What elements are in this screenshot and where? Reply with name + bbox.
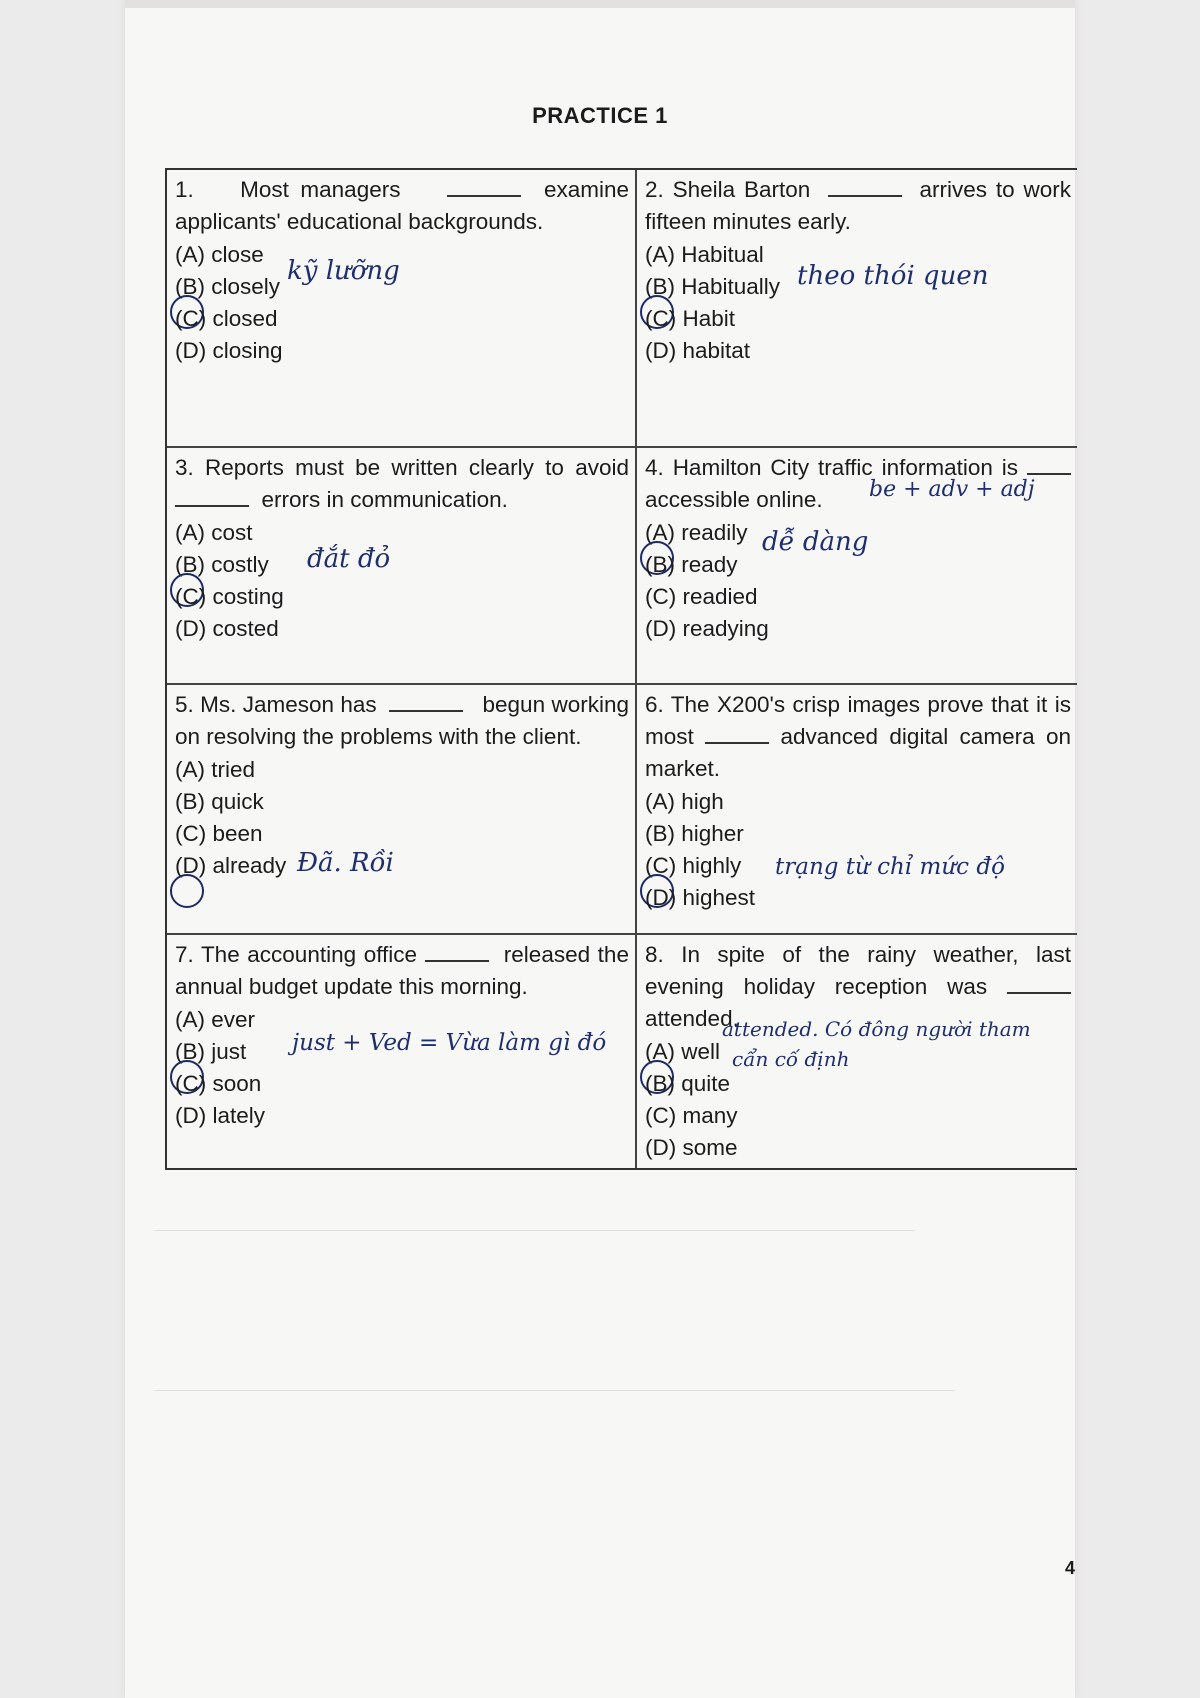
handwritten-note: trạng từ chỉ mức độ (775, 854, 1005, 880)
question-cell-3 (167, 448, 637, 685)
answer-blank (389, 692, 463, 712)
handwritten-note-2: be + adv + adj (869, 477, 1035, 502)
option-b[interactable]: (B) quite (645, 1071, 731, 1096)
option-b[interactable]: (B) closely (175, 274, 281, 299)
handwritten-note: kỹ lưỡng (287, 256, 400, 286)
option-a[interactable]: (A) Habitual (645, 242, 764, 267)
question-stem: 4. Hamilton City traffic information is accessible online. (645, 452, 1071, 516)
option-a[interactable]: (A) tried (175, 757, 256, 782)
answer-blank (1007, 974, 1071, 994)
option-d[interactable]: (D) lately (175, 1103, 266, 1128)
option-c[interactable]: (C) readied (645, 584, 758, 609)
option-a[interactable]: (A) cost (175, 520, 253, 545)
option-c[interactable]: (C) closed (175, 306, 278, 331)
option-d[interactable]: (D) costed (175, 616, 279, 641)
option-d[interactable]: (D) habitat (645, 338, 751, 363)
question-grid (165, 168, 1077, 1170)
show-through-line (155, 1230, 915, 1231)
question-stem: 7. The accounting office released the annual budget update this morning. (175, 942, 629, 999)
option-b[interactable]: (B) costly (175, 552, 269, 577)
option-c[interactable]: (C) been (175, 821, 263, 846)
top-divider (125, 0, 1075, 8)
question-stem: 2. Sheila Barton arrives to work fifteen minutes early. (645, 177, 1071, 234)
option-d[interactable]: (D) closing (175, 338, 283, 363)
option-c[interactable]: (C) highly (645, 853, 742, 878)
option-c[interactable]: (C) soon (175, 1071, 262, 1096)
question-stem: 6. The X200's crisp images prove that it is most advanced digital camera on market. (645, 692, 1071, 781)
handwritten-note: theo thói quen (797, 261, 989, 291)
handwritten-note: dễ dàng (762, 527, 869, 557)
option-d[interactable]: (D) already (175, 853, 287, 878)
question-cell-8 (637, 935, 1077, 1168)
option-a[interactable]: (A) high (645, 789, 724, 814)
question-cell-7 (167, 935, 637, 1168)
option-a[interactable]: (A) ever (175, 1007, 256, 1032)
answer-blank (425, 942, 489, 962)
question-cell-4 (637, 448, 1077, 685)
option-b[interactable]: (B) ready (645, 552, 738, 577)
question-stem: 5. Ms. Jameson has begun working on resolving the problems with the client. (175, 692, 629, 749)
answer-blank (705, 724, 769, 744)
option-a[interactable]: (A) well (645, 1039, 721, 1064)
option-c[interactable]: (C) Habit (645, 306, 736, 331)
option-b[interactable]: (B) quick (175, 789, 264, 814)
show-through-line (155, 1390, 955, 1391)
option-a[interactable]: (A) readily (645, 520, 748, 545)
option-c[interactable]: (C) many (645, 1103, 738, 1128)
answer-blank (175, 487, 249, 507)
question-cell-5 (167, 685, 637, 935)
answer-blank (447, 177, 521, 197)
question-cell-2 (637, 170, 1077, 448)
option-c[interactable]: (C) costing (175, 584, 284, 609)
answer-blank (828, 177, 902, 197)
page-number: 4 (1064, 1558, 1075, 1578)
handwritten-note: just + Ved = Vừa làm gì đó (292, 1030, 607, 1056)
option-d[interactable]: (D) highest (645, 885, 756, 910)
option-b[interactable]: (B) higher (645, 821, 744, 846)
handwritten-note: Đã. Rồi (297, 848, 394, 878)
question-cell-6 (637, 685, 1077, 935)
option-d[interactable]: (D) readying (645, 616, 769, 641)
question-stem: 8. In spite of the rainy weather, last evening holiday reception was attended. (645, 942, 1071, 1031)
handwritten-note: attended. Có đông người tham (722, 1017, 1031, 1041)
worksheet-page (125, 0, 1075, 1698)
question-stem: 1. Most managers examine applicants' educational backgrounds. (175, 177, 629, 234)
question-stem: 3. Reports must be written clearly to avoid errors in communication. (175, 455, 629, 512)
option-a[interactable]: (A) close (175, 242, 264, 267)
question-cell-1 (167, 170, 637, 448)
handwritten-note-2: cẩn cố định (732, 1047, 850, 1071)
option-b[interactable]: (B) Habitually (645, 274, 781, 299)
option-d[interactable]: (D) some (645, 1135, 738, 1160)
handwritten-note: đắt đỏ (307, 544, 391, 574)
option-b[interactable]: (B) just (175, 1039, 247, 1064)
page-title: PRACTICE 1 (532, 103, 668, 128)
answer-blank (1027, 455, 1071, 475)
